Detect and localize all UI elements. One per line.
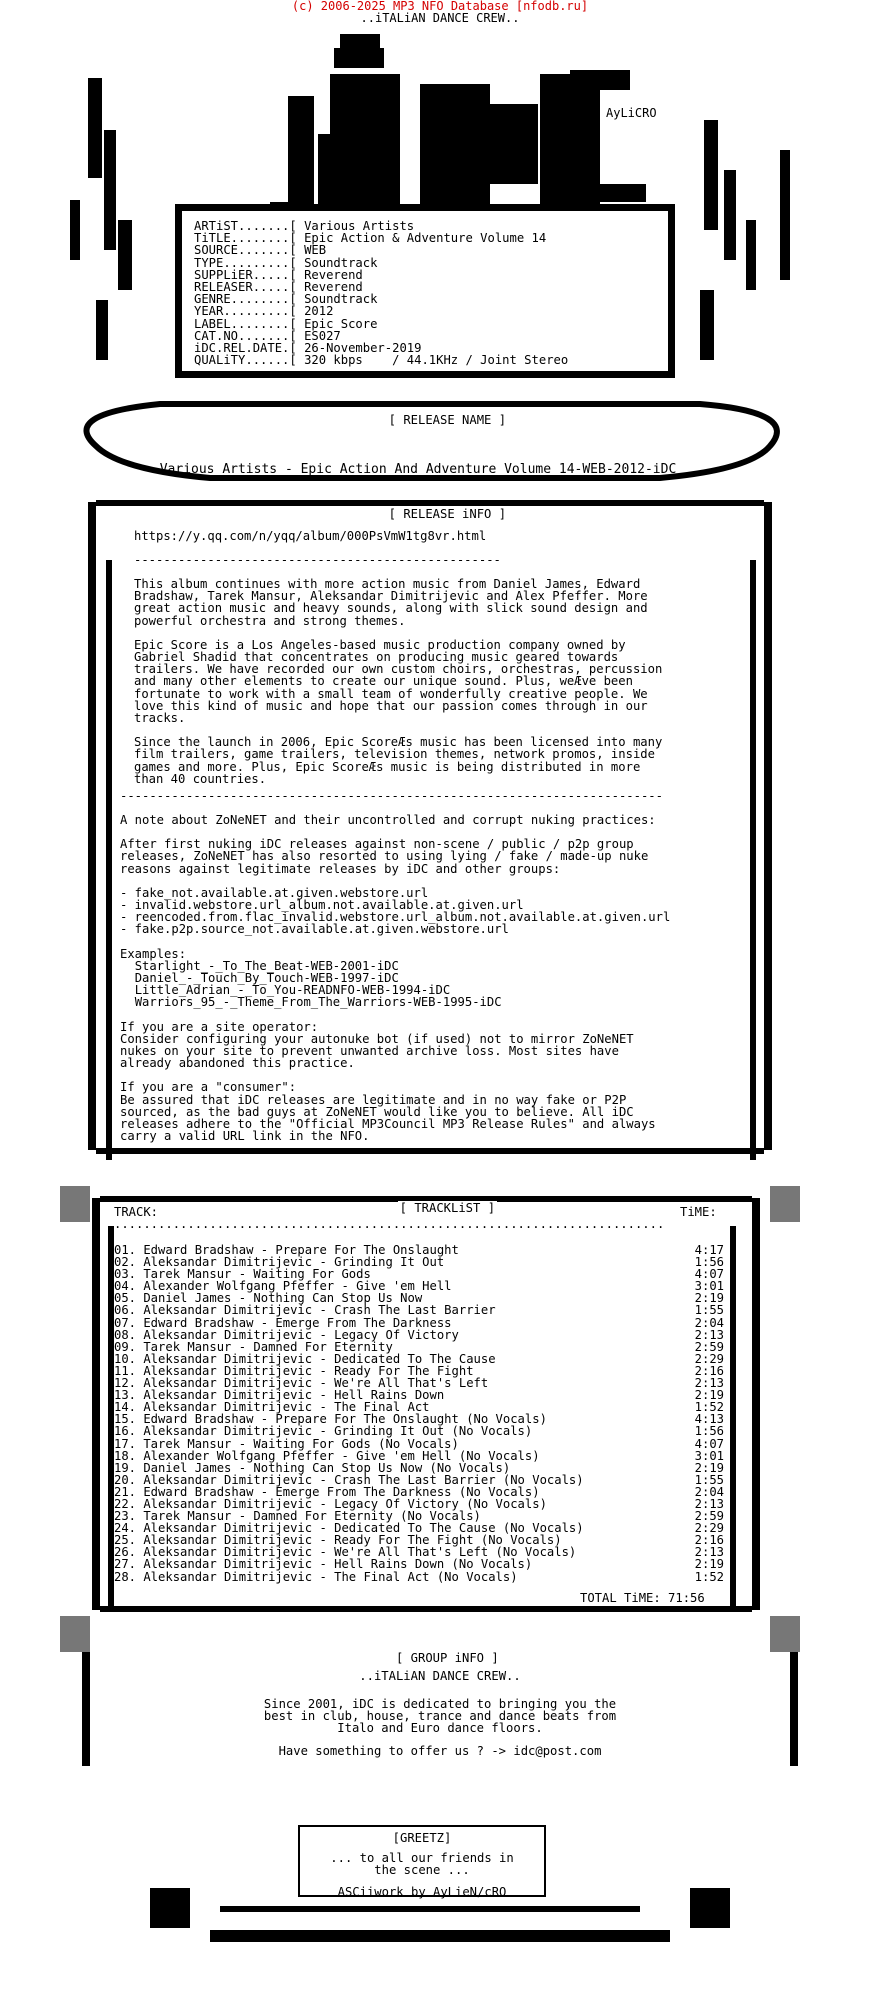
info-value: 320 kbps / 44.1KHz / Joint Stereo	[304, 353, 569, 368]
zonenet-notes	[120, 814, 760, 1154]
track-time: 2:19	[694, 1388, 724, 1403]
track-name: 11. Aleksandar Dimitrijevic - Ready For The Fight	[114, 1363, 474, 1378]
track-row	[114, 1571, 724, 1583]
track-time: 2:16	[694, 1533, 724, 1548]
info-label: CAT.NO.......[	[194, 328, 305, 343]
info-label: TYPE.........[	[194, 255, 305, 270]
track-row	[114, 1450, 724, 1462]
note-paragraph: Examples: Starlight_-_To_The_Beat-WEB-2001-iDC Daniel_-_Touch_By_Touch-WEB-1997-iDC Little_Adrian_-_To_You-READNFO-WEB-1994-iDC Warriors_95_-_Theme_From_The_Warriors-WEB-1995-iDC	[120, 946, 502, 1010]
track-time: 2:04	[694, 1484, 724, 1499]
track-name: 27. Aleksandar Dimitrijevic - Hell Rains Down (No Vocals)	[114, 1557, 533, 1572]
idc-logo	[270, 34, 646, 218]
note-paragraph: A note about ZoNeNET and their uncontrolled and corrupt nuking practices:	[120, 813, 656, 827]
track-name: 09. Tarek Mansur - Damned For Eternity	[114, 1339, 393, 1354]
track-time: 2:29	[694, 1351, 724, 1366]
info-value: ES027	[304, 328, 341, 343]
track-row	[114, 1317, 724, 1329]
track-list	[114, 1244, 724, 1583]
info-label: SOURCE.......[	[194, 243, 305, 258]
track-time: 3:01	[694, 1448, 724, 1463]
info-label: SUPPLiER.....[	[194, 267, 305, 282]
ascii-credit: ASCiiwork by AyLieN/cRO	[337, 1885, 507, 1900]
track-name: 13. Aleksandar Dimitrijevic - Hell Rains Down	[114, 1388, 445, 1403]
release-name-header: [ RELEASE NAME ]	[388, 413, 507, 428]
source-url: https://y.qq.com/n/yqq/album/000PsVmW1tg8vr.html	[134, 529, 487, 543]
track-column-header: TRACK:	[114, 1205, 159, 1219]
greetz-text: ... to all our friends in the scene ...	[330, 1851, 514, 1878]
note-paragraph: After first nuking iDC releases against non-scene / public / p2p group releases, ZoNeNET has also resorted to using lying / fake / made-up nuke reasons against legitimate releases by iDC and other groups:	[120, 837, 649, 876]
track-time: 1:52	[694, 1569, 724, 1584]
info-label: iDC.REL.DATE.[	[194, 340, 305, 355]
info-label: LABEL........[	[194, 316, 305, 331]
description-paragraph: This album continues with more action music from Daniel James, Edward Bradshaw, Tarek Mansur, Aleksandar Dimitrijevic and Alex Pfeffer. More great action music and heavy sounds, along with slick sound design and powerful orchestra and strong themes.	[134, 577, 648, 628]
group-about: Since 2001, iDC is dedicated to bringing you the best in club, house, trance and dance beats from Italo and Euro dance floors.	[263, 1697, 617, 1736]
copyright-line: (c) 2006-2025 MP3 NFO Database [nfodb.ru]	[291, 0, 589, 13]
track-name: 10. Aleksandar Dimitrijevic - Dedicated To The Cause	[114, 1351, 496, 1366]
track-time: 2:13	[694, 1496, 724, 1511]
track-time: 1:56	[694, 1255, 724, 1270]
track-name: 22. Aleksandar Dimitrijevic - Legacy Of Victory (No Vocals)	[114, 1496, 547, 1511]
track-row	[114, 1304, 724, 1316]
track-time: 2:59	[694, 1509, 724, 1524]
track-name: 18. Alexander Wolfgang Pfeffer - Give 'em Hell (No Vocals)	[114, 1448, 540, 1463]
total-time: TOTAL TiME: 71:56	[580, 1591, 705, 1605]
info-value: Soundtrack	[304, 255, 378, 270]
track-name: 20. Aleksandar Dimitrijevic - Crash The Last Barrier (No Vocals)	[114, 1472, 584, 1487]
track-name: 05. Daniel James - Nothing Can Stop Us Now	[114, 1291, 423, 1306]
track-time: 2:59	[694, 1339, 724, 1354]
track-name: 21. Edward Bradshaw - Emerge From The Darkness (No Vocals)	[114, 1484, 540, 1499]
info-label: QUALiTY......[	[194, 353, 305, 368]
track-time: 3:01	[694, 1279, 724, 1294]
track-row	[114, 1438, 724, 1450]
info-value: 2012	[304, 304, 334, 319]
info-rows	[194, 220, 568, 366]
url-separator: --------------------------------------------------	[134, 553, 501, 567]
info-row	[194, 354, 568, 366]
info-label: YEAR.........[	[194, 304, 305, 319]
track-name: 14. Aleksandar Dimitrijevic - The Final Act	[114, 1400, 430, 1415]
track-name: 01. Edward Bradshaw - Prepare For The Onslaught	[114, 1243, 459, 1257]
track-time: 2:04	[694, 1315, 724, 1330]
long-separator: --------------------------------------------------------------------------	[120, 789, 663, 803]
info-value: Soundtrack	[304, 292, 378, 307]
track-name: 15. Edward Bradshaw - Prepare For The Onslaught (No Vocals)	[114, 1412, 547, 1427]
track-time: 2:19	[694, 1557, 724, 1572]
note-paragraph: If you are a "consumer": Be assured that iDC releases are legitimate and in no way fake or P2P sourced, as the bad guys at ZoNeNET would like you to believe. All iDC releases adhere to the "Official MP3Council MP3 Release Rules" and always carry a valid URL link in the NFO.	[120, 1080, 656, 1144]
release-info-header: [ RELEASE iNFO ]	[388, 507, 507, 522]
greetz-box	[298, 1825, 546, 1900]
info-value: 26-November-2019	[304, 340, 422, 355]
track-time: 2:29	[694, 1521, 724, 1536]
info-value: Epic Action & Adventure Volume 14	[304, 231, 547, 246]
track-time: 2:13	[694, 1376, 724, 1391]
description-paragraph: Since the launch in 2006, Epic ScoreÆs music has been licensed into many film trailers, game trailers, television themes, network promos, inside games and more. Plus, Epic ScoreÆs music is being distributed in more than 40 countries.	[134, 735, 663, 786]
time-column-header: TiME:	[680, 1205, 717, 1219]
track-name: 06. Aleksandar Dimitrijevic - Crash The Last Barrier	[114, 1303, 496, 1318]
track-name: 08. Aleksandar Dimitrijevic - Legacy Of Victory	[114, 1327, 459, 1342]
track-time: 2:19	[694, 1291, 724, 1306]
info-label: RELEASER.....[	[194, 279, 305, 294]
info-label: GENRE........[	[194, 292, 305, 307]
info-value: WEB	[304, 243, 327, 258]
info-value: Various Artists	[304, 219, 415, 233]
info-value: Reverend	[304, 279, 363, 294]
track-name: 24. Aleksandar Dimitrijevic - Dedicated To The Cause (No Vocals)	[114, 1521, 584, 1536]
release-name: Various_Artists_-_Epic_Action_And_Adventure_Volume_14-WEB-2012-iDC	[159, 462, 677, 477]
track-time: 4:07	[694, 1436, 724, 1451]
track-name: 26. Aleksandar Dimitrijevic - We're All That's Left (No Vocals)	[114, 1545, 577, 1560]
info-label: ARTiST.......[	[194, 219, 305, 233]
track-name: 23. Tarek Mansur - Damned For Eternity (No Vocals)	[114, 1509, 481, 1524]
track-time: 2:13	[694, 1545, 724, 1560]
track-time: 1:52	[694, 1400, 724, 1415]
track-time: 4:13	[694, 1412, 724, 1427]
greetz-title: [GREETZ]	[392, 1831, 452, 1845]
crew-tagline: ..iTALiAN DANCE CREW..	[360, 11, 520, 25]
logo-tag: AyLiCRO	[606, 106, 657, 120]
info-value: Reverend	[304, 267, 363, 282]
note-paragraph: - fake_not.available.at.given.webstore.url - invalid.webstore.url_album.not.available.at.given.url - reencoded.from.flac_invalid.webstore.url_album.not.available.at.given.url - fake.p2p.source_not.available.at.given.webstore.url	[120, 885, 671, 937]
track-time: 2:16	[694, 1363, 724, 1378]
info-value: Epic Score	[304, 316, 378, 331]
tracklist-header: [ TRACKLiST ]	[399, 1201, 496, 1216]
tracklist-dots: ...........................................................................	[114, 1218, 665, 1231]
track-time: 1:55	[694, 1472, 724, 1487]
track-name: 07. Edward Bradshaw - Emerge From The Darkness	[114, 1315, 452, 1330]
track-name: 28. Aleksandar Dimitrijevic - The Final Act (No Vocals)	[114, 1569, 518, 1584]
track-time: 1:55	[694, 1303, 724, 1318]
group-tagline: ..iTALiAN DANCE CREW..	[359, 1669, 521, 1683]
track-name: 19. Daniel James - Nothing Can Stop Us Now (No Vocals)	[114, 1460, 511, 1475]
offer-contact: Have something to offer us ? -> idc@post.com	[278, 1744, 602, 1758]
track-row	[114, 1329, 724, 1341]
track-time: 1:56	[694, 1424, 724, 1439]
track-name: 03. Tarek Mansur - Waiting For Gods	[114, 1267, 371, 1282]
track-name: 02. Aleksandar Dimitrijevic - Grinding It Out	[114, 1255, 445, 1270]
track-name: 17. Tarek Mansur - Waiting For Gods (No Vocals)	[114, 1436, 459, 1451]
description-paragraph: Epic Score is a Los Angeles-based music production company owned by Gabriel Shadid that concentrates on producing music geared towards trailers. We have recorded our own custom choirs, orchestras, percussion and many other elements to create our unique sound. Plus, weÆve been fortunate to work with a small team of wonderfully creative people. We love this kind of music and hope that our passion comes through in our tracks.	[134, 637, 663, 726]
group-info-header: [ GROUP iNFO ]	[395, 1651, 499, 1666]
track-name: 04. Alexander Wolfgang Pfeffer - Give 'em Hell	[114, 1279, 452, 1294]
track-time: 4:17	[694, 1243, 724, 1257]
track-name: 16. Aleksandar Dimitrijevic - Grinding It Out (No Vocals)	[114, 1424, 533, 1439]
track-row	[114, 1462, 724, 1474]
release-info-box	[175, 204, 675, 378]
track-name: 25. Aleksandar Dimitrijevic - Ready For The Fight (No Vocals)	[114, 1533, 562, 1548]
description-paragraphs	[134, 578, 734, 797]
track-row	[114, 1425, 724, 1437]
track-row	[114, 1558, 724, 1570]
track-time: 4:07	[694, 1267, 724, 1282]
track-time: 2:13	[694, 1327, 724, 1342]
info-label: TiTLE........[	[194, 231, 305, 246]
track-time: 2:19	[694, 1460, 724, 1475]
note-paragraph: If you are a site operator: Consider configuring your autonuke bot (if used) not to mirror ZoNeNET nukes on your site to prevent unwanted archive loss. Most sites have already abandoned this practice.	[120, 1019, 634, 1071]
track-name: 12. Aleksandar Dimitrijevic - We're All That's Left	[114, 1376, 489, 1391]
